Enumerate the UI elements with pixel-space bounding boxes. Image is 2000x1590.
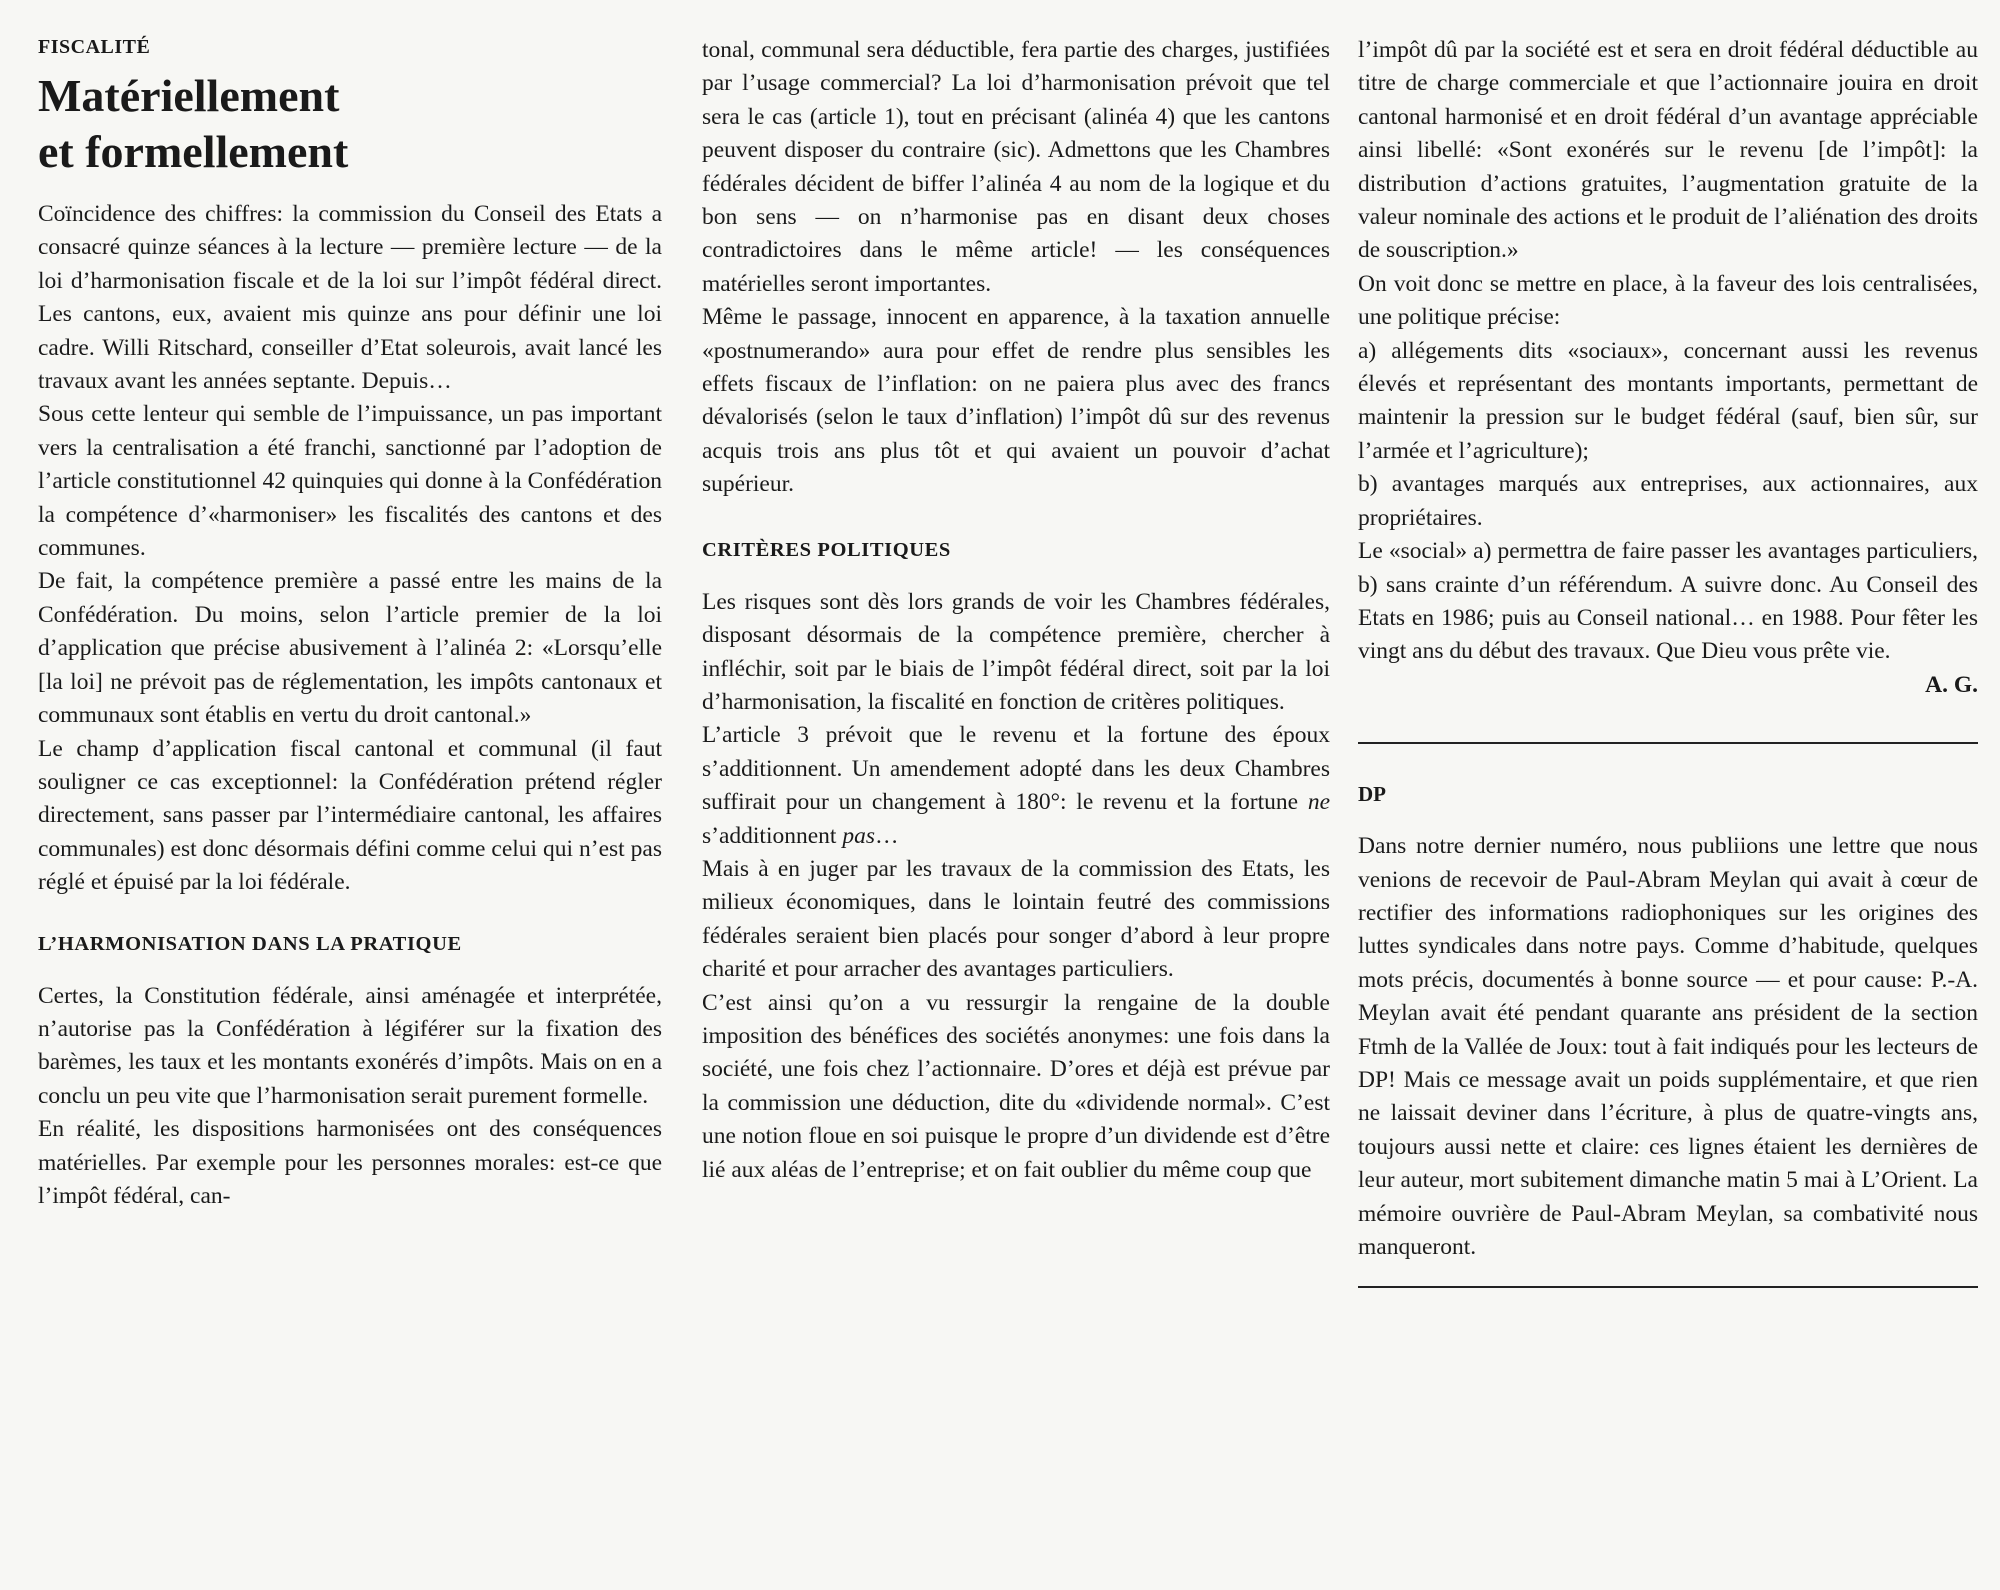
section-kicker: FISCALITÉ xyxy=(38,36,151,58)
paragraph xyxy=(702,719,1330,853)
dp-heading: DP xyxy=(1358,782,1386,807)
divider xyxy=(1358,1286,1978,1288)
paragraph: C’est ainsi qu’on a vu ressurgir la rengaine de la double imposition des bénéfices des sociétés anonymes: une fois dans la société, une fois chez l’actionnaire. D’ores et déjà est prévue par la commission une déduction, dite du «dividende normal». C’est une notion floue en soi puisque le propre d’un dividende est d’être lié aux aléas de l’entreprise; et on fait oublier du même coup que xyxy=(702,989,1330,1183)
paragraph: l’impôt dû par la société est et sera en droit fédéral déductible au titre de charge commerciale et que l’actionnaire jouira en droit cantonal harmonisé et en droit fédéral d’un avantage appréciable ainsi libellé: «Sont exonérés sur le revenu [de l’impôt]: la distribution d’actions gratuites, l’augmentation gratuite de la valeur nominale des actions et le produit de l’aliénation des droits de souscription.» xyxy=(1358,37,1978,264)
paragraph: Certes, la Constitution fédérale, ainsi aménagée et interprétée, n’autorise pas la Confédération à légiférer sur la fixation des barèmes, les taux et les montants exonérés d’impôts. Mais on en a conclu un peu vite que l’harmonisation serait purement formelle. xyxy=(38,982,662,1109)
paragraph: Le champ d’application fiscal cantonal et communal (il faut souligner ce cas exceptionnel: la Confédération prétend régler directement, sans passer par l’intermédiaire cantonal, les affaires communales) est donc désormais défini comme celui qui n’est pas réglé et épuisé par la loi fédérale. xyxy=(38,735,662,896)
article-title xyxy=(38,68,662,180)
column-1 xyxy=(38,34,662,1213)
paragraph: Sous cette lenteur qui semble de l’impuissance, un pas important vers la centralisation a été franchi, sanctionné par l’adoption de l’article constitutionnel 42 quinquies qui donne à la Confédération la compétence d’«harmoniser» les fiscalités des cantons et des communes. xyxy=(38,401,662,562)
column-3 xyxy=(1358,34,1978,1288)
paragraph: a) allégements dits «sociaux», concernant aussi les revenus élevés et représentant des montants importants, permettant de maintenir la pression sur le budget fédéral (sauf, bien sûr, sur l’armée et l’agriculture); xyxy=(1358,337,1978,464)
divider xyxy=(1358,742,1978,744)
text-run: s’additionnent xyxy=(702,822,843,849)
text-run: … xyxy=(874,822,899,849)
author-signature: A. G. xyxy=(1925,671,1978,698)
paragraph: Coïncidence des chiffres: la commission du Conseil des Etats a consacré quinze séances à la lecture — première lecture — de la loi d’harmonisation fiscale et de la loi sur l’impôt fédéral direct. Les cantons, eux, avaient mis quinze ans pour définir une loi cadre. Willi Ritschard, conseiller d’Etat soleurois, avait lancé les travaux avant les années septante. Depuis… xyxy=(38,201,662,395)
paragraph: Mais à en juger par les travaux de la commission des Etats, les milieux économiques, dans le lointain feutré des commissions fédérales seraient bien placés pour songer d’abord à leur propre charité et pour arracher des avantages particuliers. xyxy=(702,855,1330,983)
paragraph: Dans notre dernier numéro, nous publiions une lettre que nous venions de recevoir de Paul-Abram Meylan qui avait à cœur de rectifier des informations radiophoniques sur les origines des luttes syndicales dans notre pays. Comme d’habitude, quelques mots précis, documentés à bonne source — et pour cause: P.-A. Meylan avait été pendant quarante ans président de la section Ftmh de la Vallée de Joux: tout à fait indiqués pour les lecteurs de DP! Mais ce message avait un poids supplémentaire, et que rien ne laissait deviner dans l’écriture, à plus de quatre-vingts ans, toujours aussi nette et claire: ces lignes étaient les dernières de leur auteur, mort subitement dimanche matin 5 mai à L’Orient. La mémoire ouvrière de Paul-Abram Meylan, sa combativité nous manqueront. xyxy=(1358,833,1978,1260)
emphasis: ne xyxy=(1307,789,1330,816)
paragraph: Les risques sont dès lors grands de voir les Chambres fédérales, disposant désormais de la compétence première, chercher à infléchir, soit par le biais de l’impôt fédéral direct, soit par la loi d’harmonisation, la fiscalité en fonction de critères politiques. xyxy=(702,588,1330,715)
subheading: L’HARMONISATION DANS LA PRATIQUE xyxy=(38,932,462,955)
paragraph: tonal, communal sera déductible, fera partie des charges, justifiées par l’usage commercial? La loi d’harmonisation prévoit que tel sera le cas (article 1), tout en précisant (alinéa 4) que les cantons peuvent disposer du contraire (sic). Admettons que les Chambres fédérales décident de biffer l’alinéa 4 au nom de la logique et du bon sens — on n’harmonise pas en disant deux choses contradictoires dans le même article! — les conséquences matérielles seront importantes. xyxy=(702,37,1330,297)
paragraph: De fait, la compétence première a passé entre les mains de la Confédération. Du moins, selon l’article premier de la loi d’application que précise abusivement à l’alinéa 2: «Lorsqu’elle [la loi] ne prévoit pas de réglementation, les impôts cantonaux et communaux sont établis en vertu du droit cantonal.» xyxy=(38,568,662,729)
emphasis: pas xyxy=(842,822,875,849)
text-run: L’article 3 prévoit que le revenu et la fortune des époux s’additionnent. Un amendement adopté dans les deux Chambres suffirait pour un changement à 180°: le revenu et la fortune xyxy=(702,722,1330,816)
title-line-1: Matériellement xyxy=(38,70,340,121)
paragraph: Le «social» a) permettra de faire passer les avantages particuliers, b) sans crainte d’un référendum. A suivre donc. Au Conseil des Etats en 1986; puis au Conseil national… en 1988. Pour fêter les vingt ans du début des travaux. Que Dieu vous prête vie. xyxy=(1358,538,1978,665)
column-2 xyxy=(702,34,1330,1187)
paragraph: On voit donc se mettre en place, à la faveur des lois centralisées, une politique précise: xyxy=(1358,270,1978,331)
paragraph: Même le passage, innocent en apparence, à la taxation annuelle «postnumerando» aura pour effet de rendre plus sensibles les effets fiscaux de l’inflation: on ne paiera plus avec des francs dévalorisés (selon le taux d’inflation) l’impôt dû sur des revenus acquis trois ans plus tôt et qui avaient un pouvoir d’achat supérieur. xyxy=(702,304,1330,498)
subheading: CRITÈRES POLITIQUES xyxy=(702,538,951,561)
title-line-2: et formellement xyxy=(38,126,349,177)
paragraph: b) avantages marqués aux entreprises, aux actionnaires, aux propriétaires. xyxy=(1358,471,1978,531)
paragraph: En réalité, les dispositions harmonisées ont des conséquences matérielles. Par exemple pour les personnes morales: est-ce que l’impôt fédéral, can- xyxy=(38,1116,662,1209)
